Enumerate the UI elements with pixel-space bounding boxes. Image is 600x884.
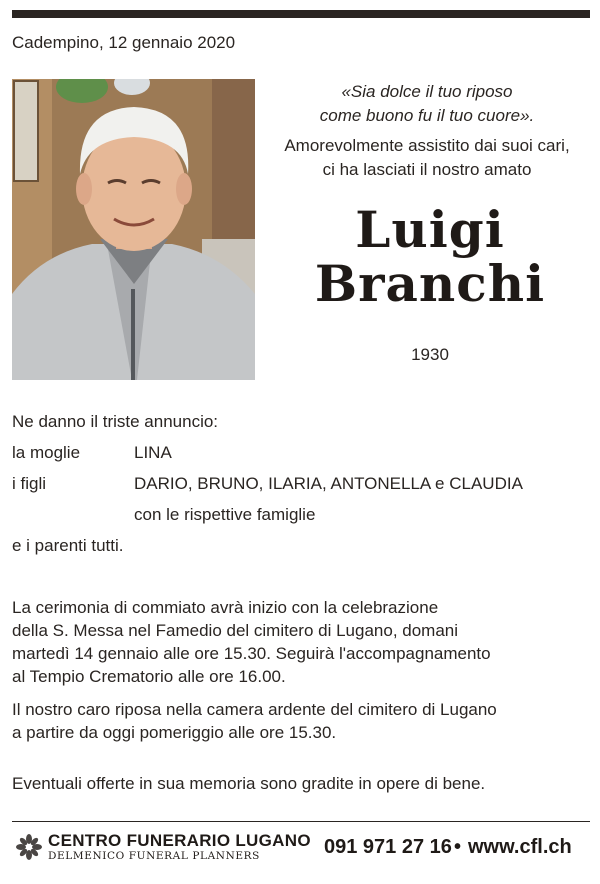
ceremony-paragraph [12,596,592,688]
place-date: Cadempino, 12 gennaio 2020 [12,33,236,52]
last-name: Branchi [314,254,546,313]
funeral-home-logo-icon [16,834,42,860]
portrait-illustration [12,79,255,380]
ceremony-line: martedì 14 gennaio alle ore 15.30. Seguirà l'accompagnamento [12,644,491,663]
website-link[interactable]: www.cfl.ch [468,836,572,858]
other-relatives: e i parenti tutti. [12,536,124,555]
relative-row-wife [12,443,172,463]
bottom-rule [12,821,590,822]
funeral-home-subtitle: DELMENICO FUNERAL PLANNERS [48,850,260,862]
announcement-heading: Ne danno il triste annuncio: [12,412,219,431]
relative-value: DARIO, BRUNO, ILARIA, ANTONELLA e CLAUDIA [134,474,523,493]
relative-label: i figli [12,474,47,493]
resting-line: a partire da oggi pomeriggio alle ore 15.30. [12,723,337,742]
phone-number: 091 971 27 16 [324,836,452,858]
relative-row-children [12,474,523,494]
relative-label: la moglie [12,443,81,462]
relative-value: LINA [134,443,172,462]
first-name: Luigi [355,200,505,259]
intro-line: Amorevolmente assistito dai suoi cari, [284,136,570,155]
epitaph-quote [262,80,592,128]
families-text: con le rispettive famiglie [134,505,316,524]
funeral-home-name: CENTRO FUNERARIO LUGANO [48,831,311,850]
intro-text [262,134,592,182]
top-rule [12,10,590,18]
quote-line: «Sia dolce il tuo riposo [341,82,513,101]
footer-separator: • [454,836,462,858]
quote-line: come buono fu il tuo cuore». [319,106,535,125]
birth-year: 1930 [411,345,449,364]
ceremony-line: della S. Messa nel Famedio del cimitero di Lugano, domani [12,621,459,640]
ceremony-line: La cerimonia di commiato avrà inizio con la celebrazione [12,598,439,617]
resting-paragraph [12,698,592,744]
deceased-name [262,200,598,313]
offerings-note: Eventuali offerte in sua memoria sono gradite in opere di bene. [12,774,486,793]
intro-line: ci ha lasciati il nostro amato [322,160,532,179]
ceremony-line: al Tempio Crematorio alle ore 16.00. [12,667,286,686]
portrait-photo [12,79,255,380]
resting-line: Il nostro caro riposa nella camera ardente del cimitero di Lugano [12,700,497,719]
